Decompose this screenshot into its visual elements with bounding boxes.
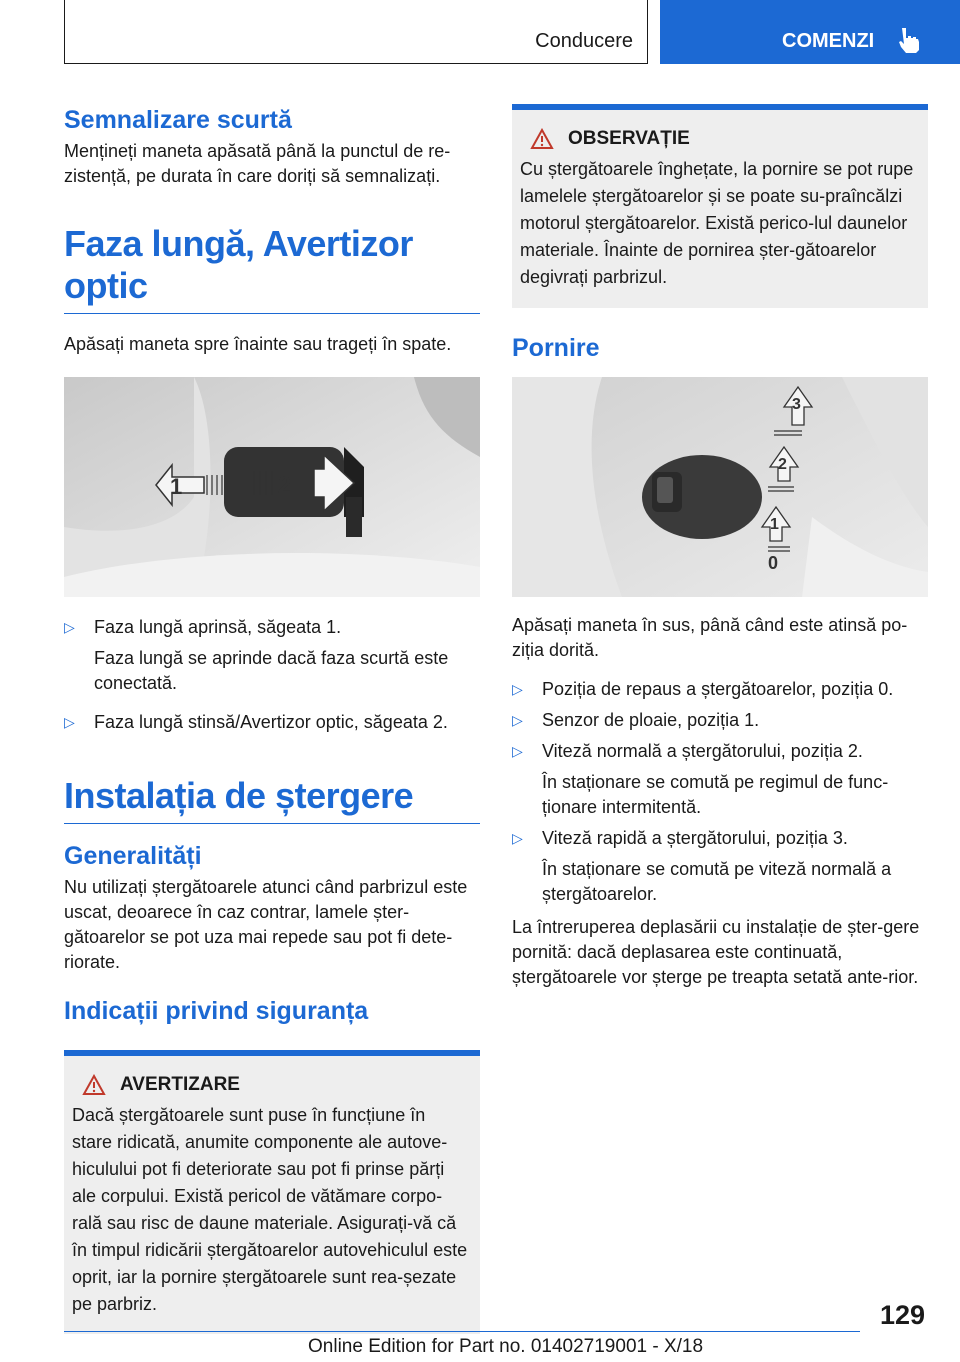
warning-label: AVERTIZARE [120, 1074, 240, 1095]
start-heading: Pornire [512, 334, 600, 362]
bullet-text: Viteză rapidă a ștergătorului, poziția 3. [542, 828, 848, 848]
list-item [64, 710, 480, 735]
triangle-bullet-icon: ▷ [64, 619, 75, 635]
notice-header [520, 128, 916, 150]
footer-divider [64, 1331, 860, 1332]
high-beam-text: Apăsați maneta spre înainte sau trageți în spate. [64, 334, 452, 354]
pointing-hand-icon [897, 26, 921, 54]
bullet-subtext: În staționare se comută pe viteză normală a ștergătoarelor. [542, 859, 892, 904]
general-text: Nu utilizați ștergătoarele atunci când parbrizul este uscat, deoarece în caz contrar, lamele șter-gătoarelor se pot uza mai repede sau pot fi dete-riorate. [64, 877, 468, 972]
notice-box [512, 104, 928, 308]
wiper-stalk-illustration [512, 377, 928, 597]
figure-label-1: 1 [770, 516, 779, 533]
triangle-bullet-icon: ▷ [512, 712, 523, 728]
safety-heading: Indicații privind siguranța [64, 997, 369, 1025]
warning-text: Dacă ștergătoarele sunt puse în funcțiune în stare ridicată, anumite componente ale autove-hiculului pot fi deteriorate sau pot fi prinse părți ale corpului. Există pericol de vătămare corpo-rală sau risc de daune materiale. Asigurați-vă că în timpul ridicării ștergătoarelor autovehiculul este oprit, iar la pornire ștergătoarele sunt rea-șezate pe parbriz. [72, 1105, 468, 1314]
chapter-tab[interactable] [660, 0, 960, 64]
figure-label-1: 1 [170, 474, 183, 499]
figure-label-2: 2 [778, 456, 787, 473]
list-item [512, 708, 928, 733]
bullet-text: Faza lungă aprinsă, săgeata 1. [94, 617, 342, 637]
bullet-text: Faza lungă stinsă/Avertizor optic, săgeata 2. [94, 712, 448, 732]
section-tab-label: Conducere [535, 30, 633, 52]
notice-text: Cu ștergătoarele înghețate, la pornire se pot rupe lamelele ștergătoarelor și se poate su-praîncălzi motorul ștergătoarelor. Există perico-lul daunelor materiale. Înainte de pornirea șter-gătoarelor degivrați parbrizul. [520, 159, 914, 287]
bullet-text: Viteză normală a ștergătorului, poziția 2. [542, 741, 863, 761]
left-column [64, 100, 480, 1334]
notice-label: OBSERVAȚIE [568, 128, 690, 149]
warning-triangle-icon [530, 128, 554, 150]
warning-box [64, 1050, 480, 1334]
figure-label-3: 3 [792, 396, 801, 413]
list-item [64, 615, 480, 640]
list-item [512, 677, 928, 702]
start-text: Apăsați maneta în sus, până când este atinsă po-ziția dorită. [512, 615, 908, 660]
triangle-bullet-icon: ▷ [64, 714, 75, 730]
page-number: 129 [880, 1300, 926, 1330]
section-tab[interactable] [64, 0, 648, 64]
high-beam-list [64, 615, 480, 735]
high-beam-figure [64, 377, 480, 597]
warning-header [72, 1074, 468, 1096]
figure-label-0: 0 [768, 553, 779, 573]
warning-triangle-icon [82, 1074, 106, 1096]
triangle-bullet-icon: ▷ [512, 743, 523, 759]
bullet-text: Senzor de ploaie, poziția 1. [542, 710, 760, 730]
triangle-bullet-icon: ▷ [512, 681, 523, 697]
right-column [512, 100, 928, 990]
edition-footer: Online Edition for Part no. 01402719001 - X/18 [308, 1336, 704, 1357]
bullet-text: Poziția de repaus a ștergătoarelor, poziția 0. [542, 679, 894, 699]
high-beam-heading: Faza lungă, Avertizor optic [64, 223, 480, 314]
wiper-positions-list [512, 677, 928, 907]
wiper-system-heading: Instalația de ștergere [64, 775, 480, 824]
short-signal-text: Mențineți maneta apăsată până la punctul de re-zistență, pe durata în care doriți să semnalizați. [64, 141, 451, 186]
short-signal-heading: Semnalizare scurtă [64, 106, 292, 134]
bullet-subtext: În staționare se comută pe regimul de func-ționare intermitentă. [542, 772, 889, 817]
list-item [512, 826, 928, 851]
list-item [512, 739, 928, 764]
closing-text: La întreruperea deplasării cu instalație de șter-gere pornită: dacă deplasarea este continuată, ștergătoarele vor șterge pe treapta setată ante-rior. [512, 917, 920, 987]
figure-label-2: 2 [278, 472, 292, 499]
stalk-illustration [64, 377, 480, 597]
general-heading: Generalități [64, 842, 202, 870]
triangle-bullet-icon: ▷ [512, 830, 523, 846]
bullet-subtext: Faza lungă se aprinde dacă faza scurtă este conectată. [94, 648, 449, 693]
chapter-tab-label: COMENZI [782, 30, 875, 52]
wiper-figure [512, 377, 928, 597]
